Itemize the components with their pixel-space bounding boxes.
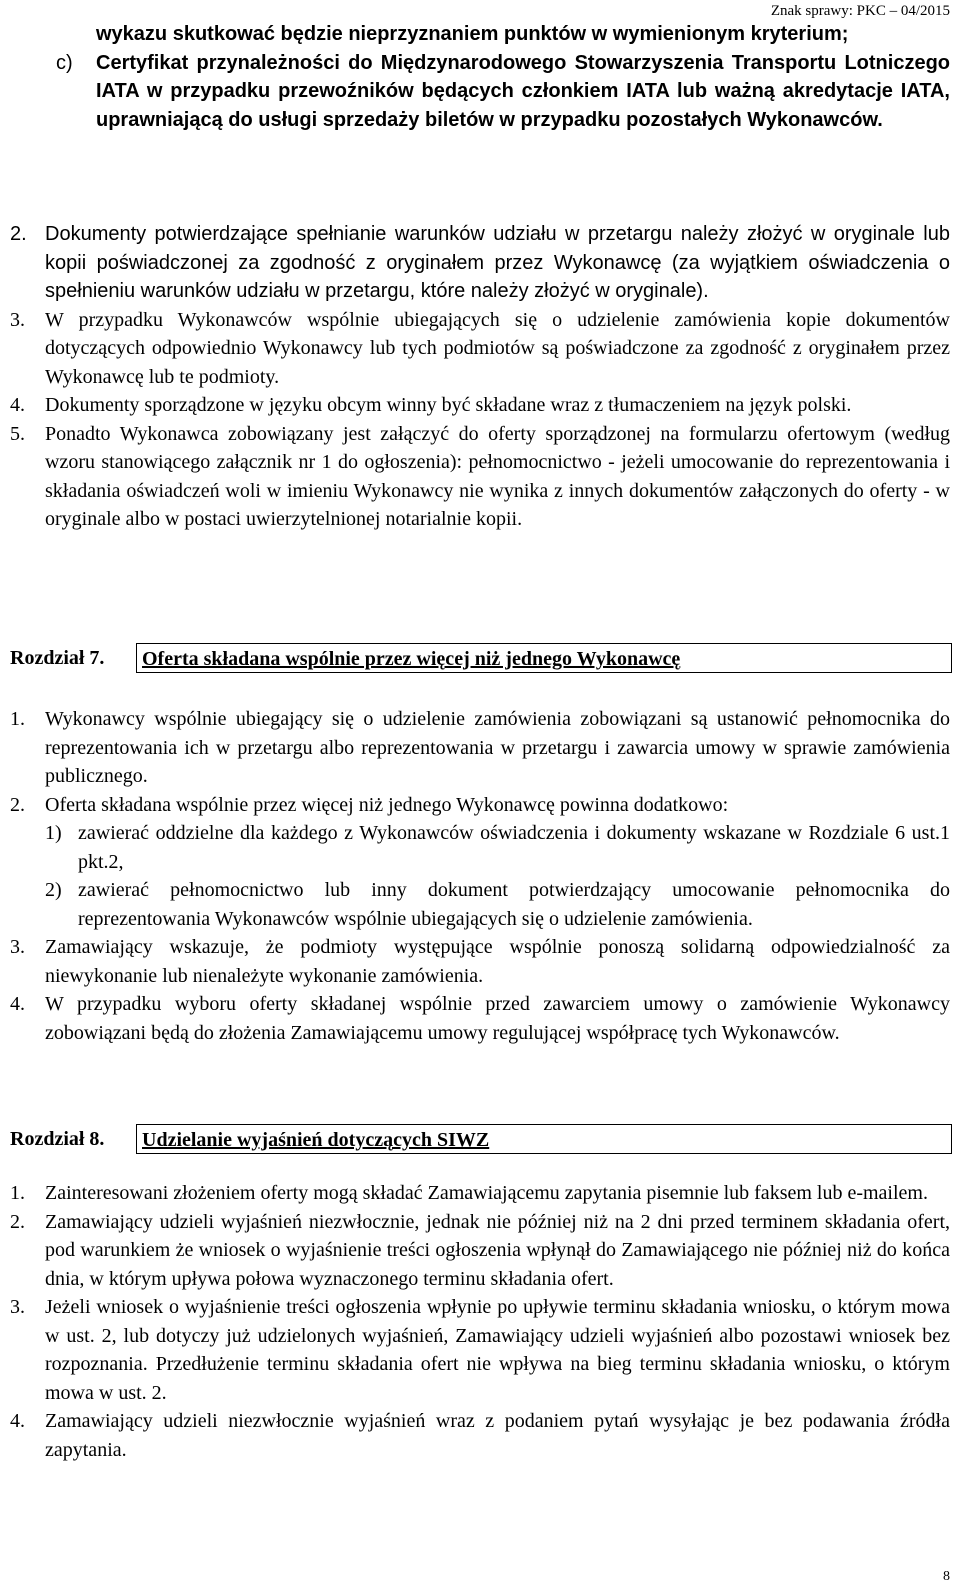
section-2-list: [0, 705, 960, 1047]
list-item: [0, 220, 960, 306]
list-item: [0, 791, 960, 820]
list-number: 2.: [10, 1210, 25, 1233]
sub-list-item: [0, 876, 960, 933]
list-item: [0, 705, 960, 791]
chapter-title: Oferta składana wspólnie przez więcej niż jednego Wykonawcę: [136, 643, 952, 673]
list-item: [0, 306, 960, 392]
sub-list-text: zawierać oddzielne dla każdego z Wykonawców oświadczenia i dokumenty wskazane w Rozdziale 6 ust.1 pkt.2,: [78, 822, 950, 873]
list-text: Ponadto Wykonawca zobowiązany jest załączyć do oferty sporządzonej na formularzu ofertowym (według wzoru stanowiącego załącznik nr 1 do ogłoszenia): pełnomocnictwo - jeżeli umocowanie do reprezentowania i składania oświadczeń woli w imieniu Wykonawcy nie wynika z innych dokumentów załączonych do oferty - w oryginale albo w postaci uwierzytelnionej notarialnie kopii.: [45, 422, 950, 530]
list-number: 1.: [10, 1182, 25, 1204]
list-number: 4.: [10, 993, 25, 1015]
list-item: [0, 1179, 960, 1208]
list-text: Zamawiający udzieli niezwłocznie wyjaśnień wraz z podaniem pytań wysyłając je bez podawania źródła zapytania.: [45, 1410, 950, 1461]
list-item: [0, 990, 960, 1047]
page-number: 8: [943, 1569, 950, 1584]
sub-list-number: 2): [45, 879, 62, 901]
list-text: W przypadku wyboru oferty składanej wspólnie przed zawarciem umowy o zamówienie Wykonawcy zobowiązani będą do złożenia Zamawiającemu umowy regulującej współpracę tych Wykonawców.: [45, 993, 950, 1044]
chapter-number: Rozdział 8.: [10, 1128, 105, 1150]
list-text: Oferta składana wspólnie przez więcej niż jednego Wykonawcę powinna dodatkowo:: [45, 793, 729, 816]
intro-block: [0, 20, 960, 134]
list-number: 4.: [10, 394, 25, 416]
list-text: Dokumenty sporządzone w języku obcym winny być składane wraz z tłumaczeniem na język polski.: [45, 394, 852, 416]
list-number: 1.: [10, 708, 25, 730]
intro-item-c: [0, 49, 960, 135]
list-number: 3.: [10, 936, 25, 958]
list-text: Zamawiający wskazuje, że podmioty występujące wspólnie ponoszą solidarną odpowiedzialność za niewykonanie lub nienależyte wykonanie zamówienia.: [45, 936, 950, 987]
sub-list-text: zawierać pełnomocnictwo lub inny dokument potwierdzający umocowanie pełnomocnika do reprezentowania Wykonawców wspólnie ubiegających się o udzielenie zamówienia.: [78, 879, 950, 930]
chapter-number: Rozdział 7.: [10, 647, 105, 669]
list-number: 2.: [10, 223, 27, 245]
list-item: [0, 1407, 960, 1464]
item-c-label: c): [56, 51, 73, 74]
list-number: 2.: [10, 793, 25, 816]
list-text: Zamawiający udzieli wyjaśnień niezwłocznie, jednak nie później niż na 2 dni przed terminem składania ofert, pod warunkiem że wniosek o wyjaśnienie treści ogłoszenia wpłynął do Zamawiającego nie później niż do końca dnia, w którym upływa połowa wyznaczonego terminu składania ofert.: [45, 1210, 950, 1290]
list-item: [0, 1208, 960, 1294]
sub-list-number: 1): [45, 822, 62, 844]
list-number: 4.: [10, 1410, 25, 1432]
list-text: W przypadku Wykonawców wspólnie ubiegających się o udzielenie zamówienia kopie dokumentów dotyczących odpowiednio Wykonawcy lub tych podmiotów są poświadczone za zgodność z oryginałem przez Wykonawcę lub te podmioty.: [45, 308, 950, 388]
list-text: Dokumenty potwierdzające spełnianie warunków udziału w przetargu należy złożyć w oryginale lub kopii poświadczonej za zgodność z oryginałem przez Wykonawcę (za wyjątkiem oświadczenia o spełnieniu warunków udziału w przetargu, które należy złożyć w oryginale).: [45, 223, 950, 302]
chapter-8-heading: [10, 1124, 952, 1154]
list-number: 3.: [10, 308, 25, 331]
list-item: [0, 933, 960, 990]
list-text: Zainteresowani złożeniem oferty mogą składać Zamawiającemu zapytania pisemnie lub faksem lub e-mailem.: [45, 1182, 928, 1204]
list-number: 5.: [10, 422, 25, 445]
chapter-title: Udzielanie wyjaśnień dotyczących SIWZ: [136, 1124, 952, 1154]
list-item: [0, 420, 960, 534]
sub-list-item: [0, 819, 960, 876]
list-text: Wykonawcy wspólnie ubiegający się o udzielenie zamówienia zobowiązani są ustanowić pełnomocnika do reprezentowania ich w przetargu albo reprezentowania w przetargu i zawarcia umowy w sprawie zamówienia publicznego.: [45, 708, 950, 787]
list-item: [0, 391, 960, 420]
intro-continuation: wykazu skutkować będzie nieprzyznaniem punktów w wymienionym kryterium;: [96, 23, 849, 45]
list-item: [0, 1293, 960, 1407]
section-3-list: [0, 1179, 960, 1464]
section-1-list: [0, 220, 960, 534]
list-text: Jeżeli wniosek o wyjaśnienie treści ogłoszenia wpłynie po upływie terminu składania wniosku, o którym mowa w ust. 2, lub dotyczy już udzielonych wyjaśnień, Zamawiający udzieli wyjaśnień albo pozostawi wniosek bez rozpoznania. Przedłużenie terminu składania ofert nie wpływa na bieg terminu składania wniosku, o którym mowa w ust. 2.: [45, 1296, 950, 1404]
chapter-7-heading: [10, 643, 952, 673]
document-reference: Znak sprawy: PKC – 04/2015: [770, 3, 950, 19]
list-number: 3.: [10, 1296, 25, 1318]
item-c-text: Certyfikat przynależności do Międzynarodowego Stowarzyszenia Transportu Lotniczego IATA w przypadku przewoźników będących członkiem IATA lub ważną akredytacje IATA, uprawniającą do usługi sprzedaży biletów w przypadku pozostałych Wykonawców.: [96, 51, 950, 131]
